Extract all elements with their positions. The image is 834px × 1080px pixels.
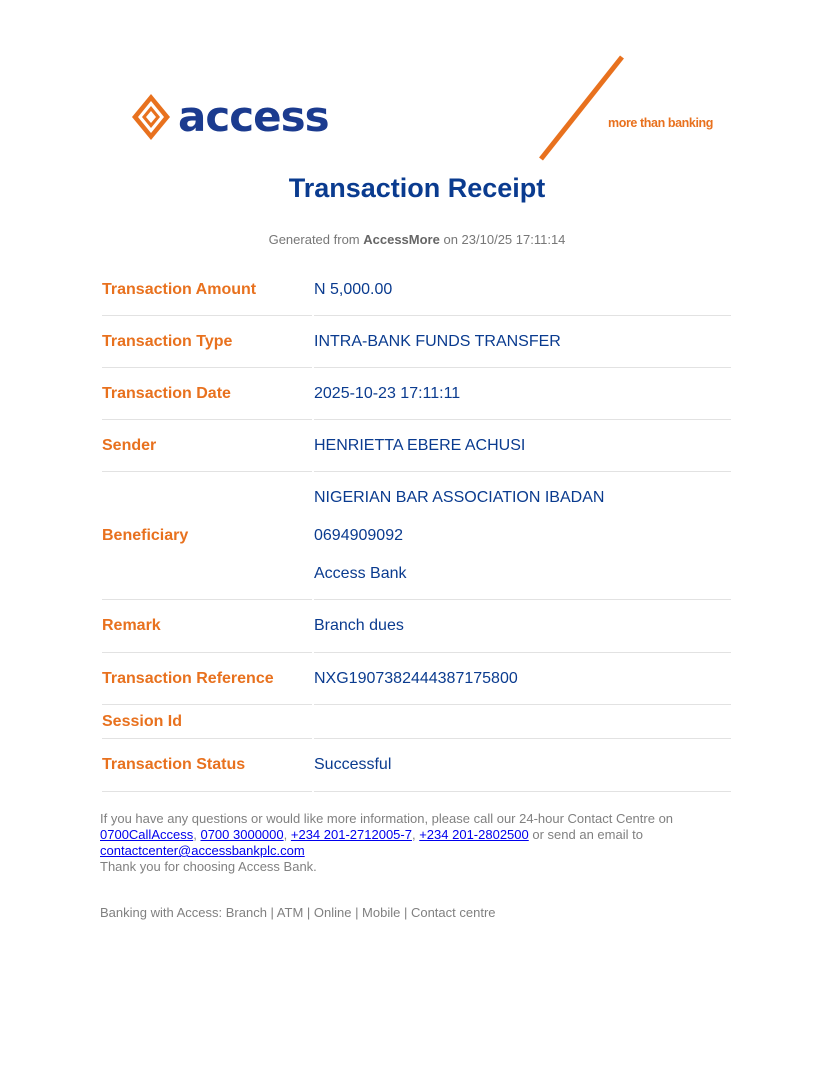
page-title: Transaction Receipt [288,173,546,203]
generated-app: AccessMore [363,232,440,247]
receipt-details-table [100,264,733,792]
separator: , [411,827,416,842]
separator: , [193,827,197,842]
phone-link-2802500[interactable]: +234 201-2802500 [419,827,529,842]
thank-you-note: Thank you for choosing Access Bank. [100,859,317,874]
table-row [102,420,731,472]
table-row [102,368,731,420]
phone-link-2712005[interactable]: +234 201-2712005-7 [290,827,412,842]
row-label: Remark [102,600,312,653]
table-row [102,705,731,739]
access-diamond-icon [130,92,172,142]
generated-prefix: Generated from [268,232,360,247]
phone-link-callaccess[interactable]: 0700CallAccess [100,827,194,842]
generated-suffix: on 23/10/25 17:11:14 [443,232,566,247]
row-label: Transaction Reference [102,653,312,705]
row-label: Transaction Amount [102,264,312,316]
row-label: Transaction Type [102,316,312,368]
table-row [102,600,731,653]
row-value: HENRIETTA EBERE ACHUSI [314,420,731,472]
row-value: INTRA-BANK FUNDS TRANSFER [314,316,731,368]
row-label: Beneficiary [102,472,312,600]
row-label: Sender [102,420,312,472]
beneficiary-account-number: 0694909092 [314,526,403,544]
row-value: N 5,000.00 [314,264,731,316]
row-label: Session Id [102,705,312,739]
table-row [102,264,731,316]
access-logo [130,92,329,142]
table-row [102,653,731,705]
beneficiary-details [314,472,731,600]
row-label: Transaction Date [102,368,312,420]
contact-info [100,811,740,875]
contact-intro: If you have any questions or would like more information, please call our 24-hour Contact Centre on [100,811,674,826]
beneficiary-name: NIGERIAN BAR ASSOCIATION IBADAN [314,488,605,506]
row-value: NXG1907382444387175800 [314,653,731,705]
row-value [314,705,731,739]
email-link[interactable]: contactcenter@accessbankplc.com [100,843,305,858]
brand-tagline: more than banking [608,116,714,130]
separator: , [283,827,288,842]
row-value: 2025-10-23 17:11:11 [314,368,731,420]
phone-link-0700[interactable]: 0700 3000000 [200,827,284,842]
access-logo-text: access [178,92,329,141]
row-value: Successful [314,739,731,792]
row-value: Branch dues [314,600,731,653]
table-row [102,739,731,792]
row-label: Transaction Status [102,739,312,792]
email-prefix: or send an email to [532,827,643,842]
banking-channels: Banking with Access: Branch | ATM | Online | Mobile | Contact centre [100,905,496,920]
table-row [102,472,731,600]
beneficiary-bank: Access Bank [314,564,407,582]
generated-note [0,232,834,247]
receipt-header [0,0,834,165]
orange-slash-graphic [535,55,630,161]
table-row [102,316,731,368]
